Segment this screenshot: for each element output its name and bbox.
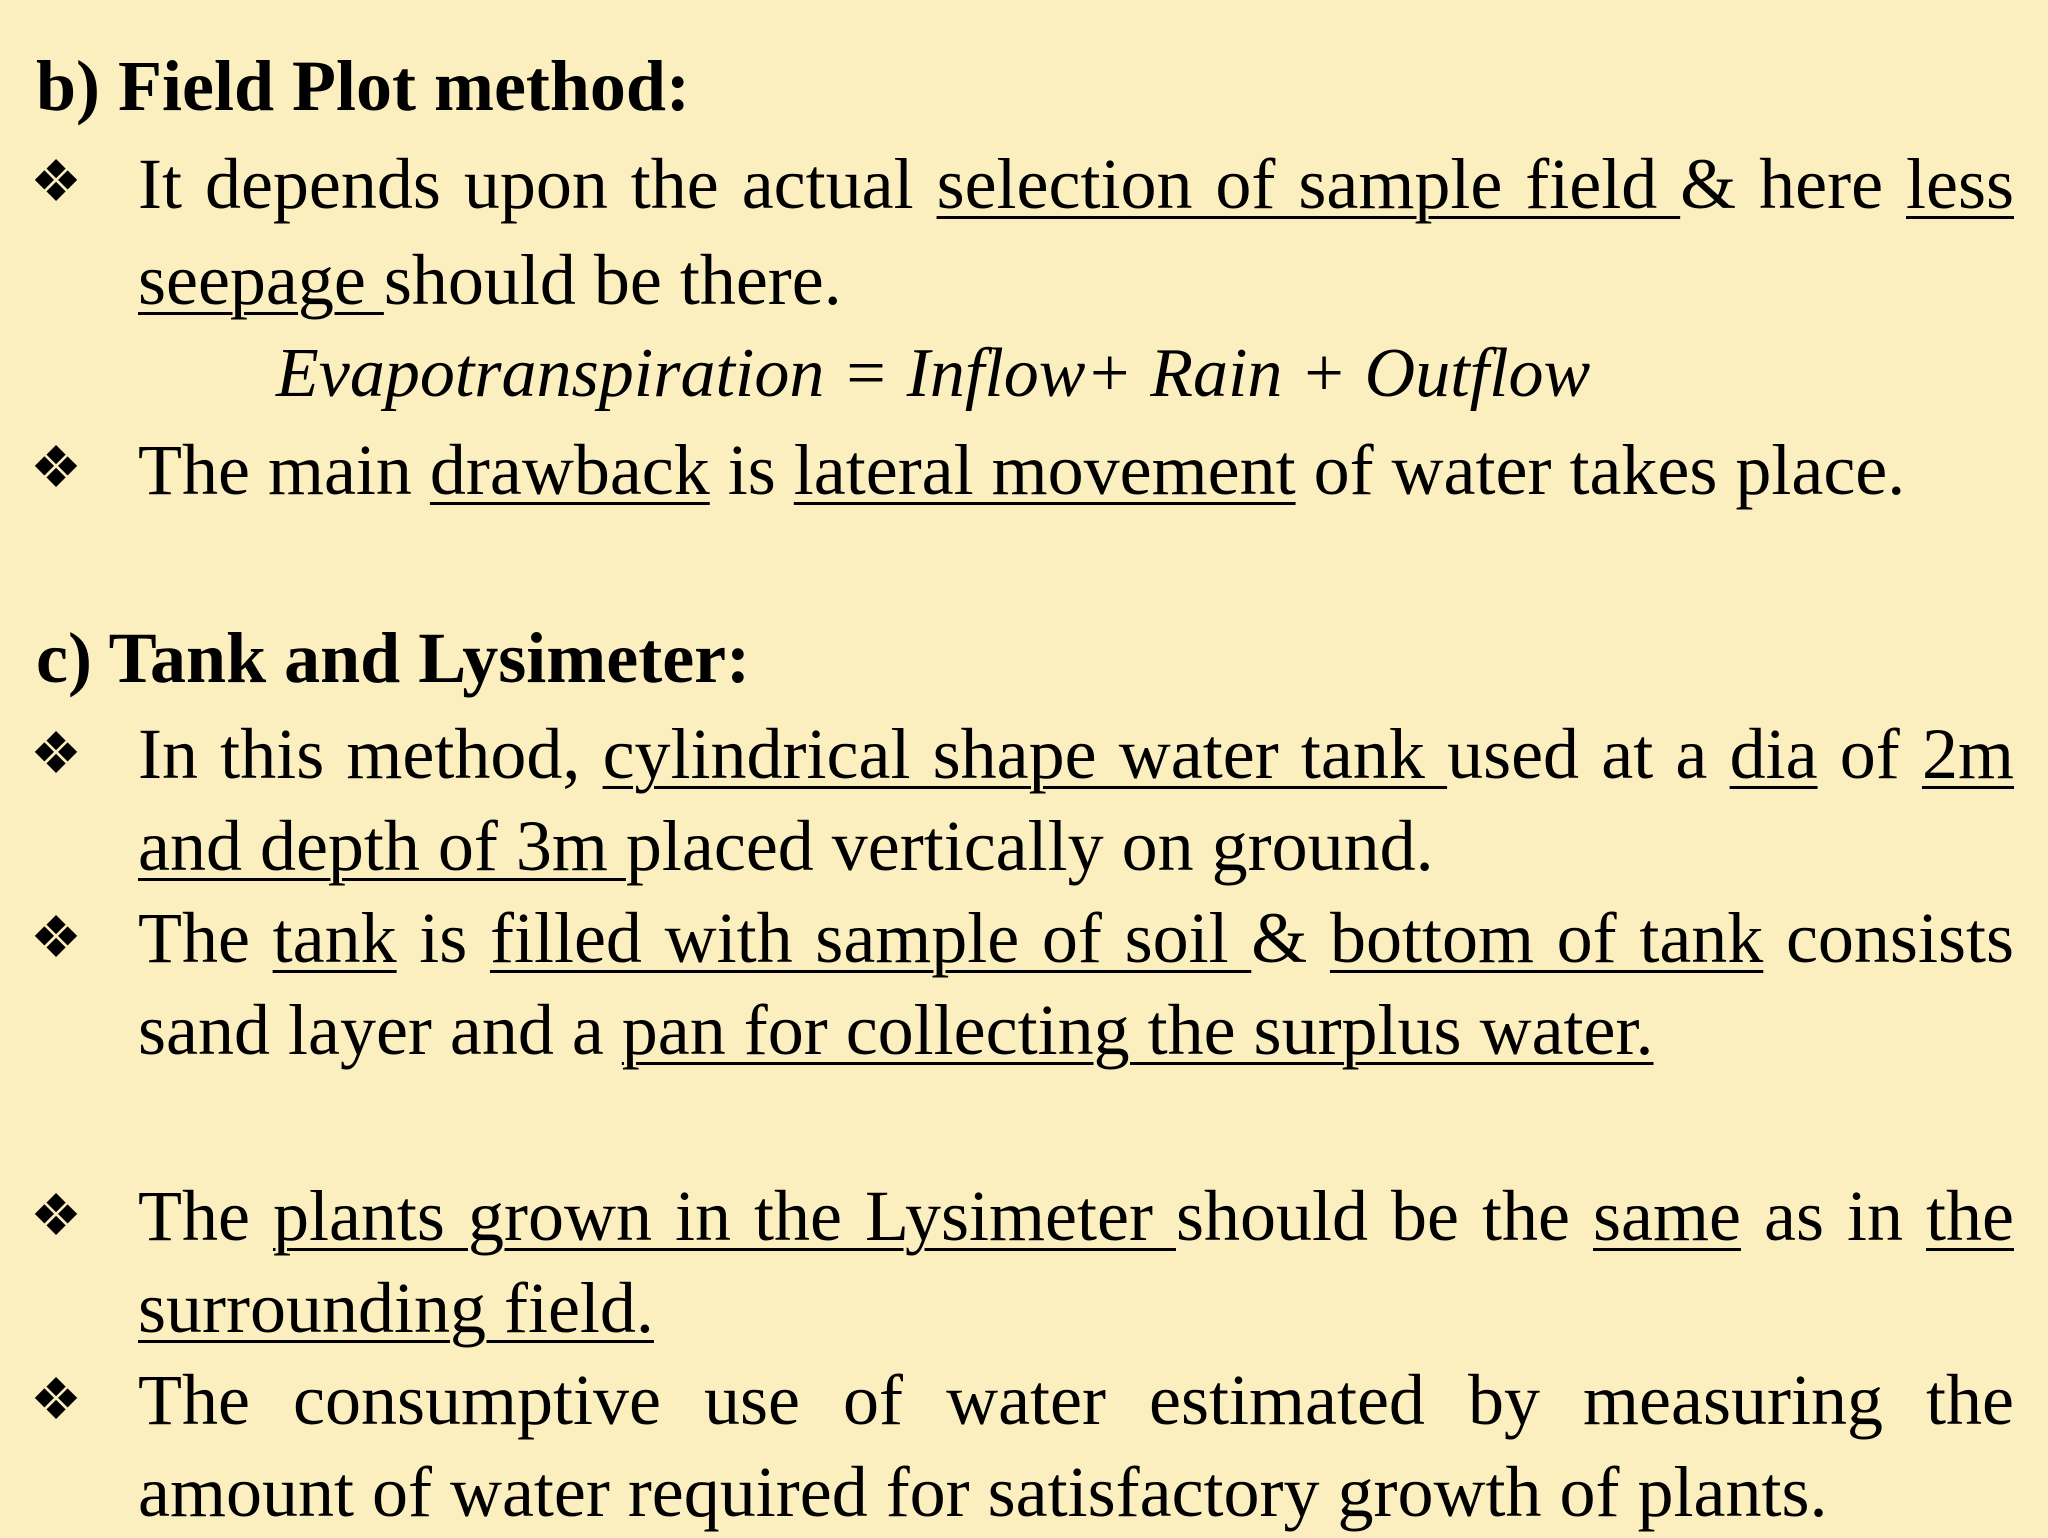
underlined-phrase: pan for collecting the surplus water. (621, 990, 1654, 1070)
diamond-bullet-icon: ❖ (30, 721, 82, 786)
bullet-consumptive-use (30, 1354, 2014, 1538)
underlined-phrase: the surrounding field. (138, 1176, 2014, 1348)
underlined-phrase: filled with sample of soil (489, 898, 1252, 978)
underlined-phrase: dia (1729, 714, 1818, 794)
underlined-phrase: drawback (429, 430, 710, 510)
underlined-phrase: less seepage (138, 144, 2014, 320)
diamond-bullet-icon: ❖ (30, 1183, 82, 1248)
diamond-bullet-icon: ❖ (30, 149, 82, 214)
underlined-phrase: cylindrical shape water tank (602, 714, 1448, 794)
bullet-tank-filled (30, 892, 2014, 1076)
underlined-phrase: selection of sample field (936, 144, 1681, 224)
bullet-text: The plants grown in the Lysimeter should be the same as in the surrounding field. (138, 1176, 2014, 1348)
bullet-cylindrical-tank (30, 708, 2014, 892)
bullet-sample-field (30, 136, 2014, 328)
diamond-bullet-icon: ❖ (30, 1367, 82, 1432)
heading-tank-and-lysimeter: c) Tank and Lysimeter: (36, 618, 751, 698)
heading-field-plot-method: b) Field Plot method: (36, 46, 690, 126)
underlined-phrase: same (1593, 1176, 1741, 1256)
bullet-drawback (30, 422, 2014, 518)
underlined-phrase: bottom of tank (1329, 898, 1764, 978)
diamond-bullet-icon: ❖ (30, 435, 82, 500)
evapotranspiration-formula: Evapotranspiration = Inflow+ Rain + Outflow (276, 335, 1591, 412)
underlined-phrase: lateral movement (793, 430, 1296, 510)
bullet-plants-grown (30, 1170, 2014, 1354)
underlined-phrase: tank (272, 898, 397, 978)
bullet-text: The consumptive use of water estimated by measuring the amount of water required for satisfactory growth of plants. (138, 1360, 2014, 1532)
underlined-phrase: 2m and depth of 3m (138, 714, 2014, 886)
bullet-text: The main drawback is lateral movement of water takes place. (138, 430, 1906, 510)
bullet-text: In this method, cylindrical shape water tank used at a dia of 2m and depth of 3m placed vertically on ground. (138, 714, 2014, 886)
diamond-bullet-icon: ❖ (30, 905, 82, 970)
underlined-phrase: plants grown in the Lysimeter (272, 1176, 1176, 1256)
bullet-text: The tank is filled with sample of soil & bottom of tank consists sand layer and a pan for collecting the surplus water. (138, 898, 2014, 1070)
bullet-text: It depends upon the actual selection of sample field & here less seepage should be there. (138, 144, 2014, 320)
